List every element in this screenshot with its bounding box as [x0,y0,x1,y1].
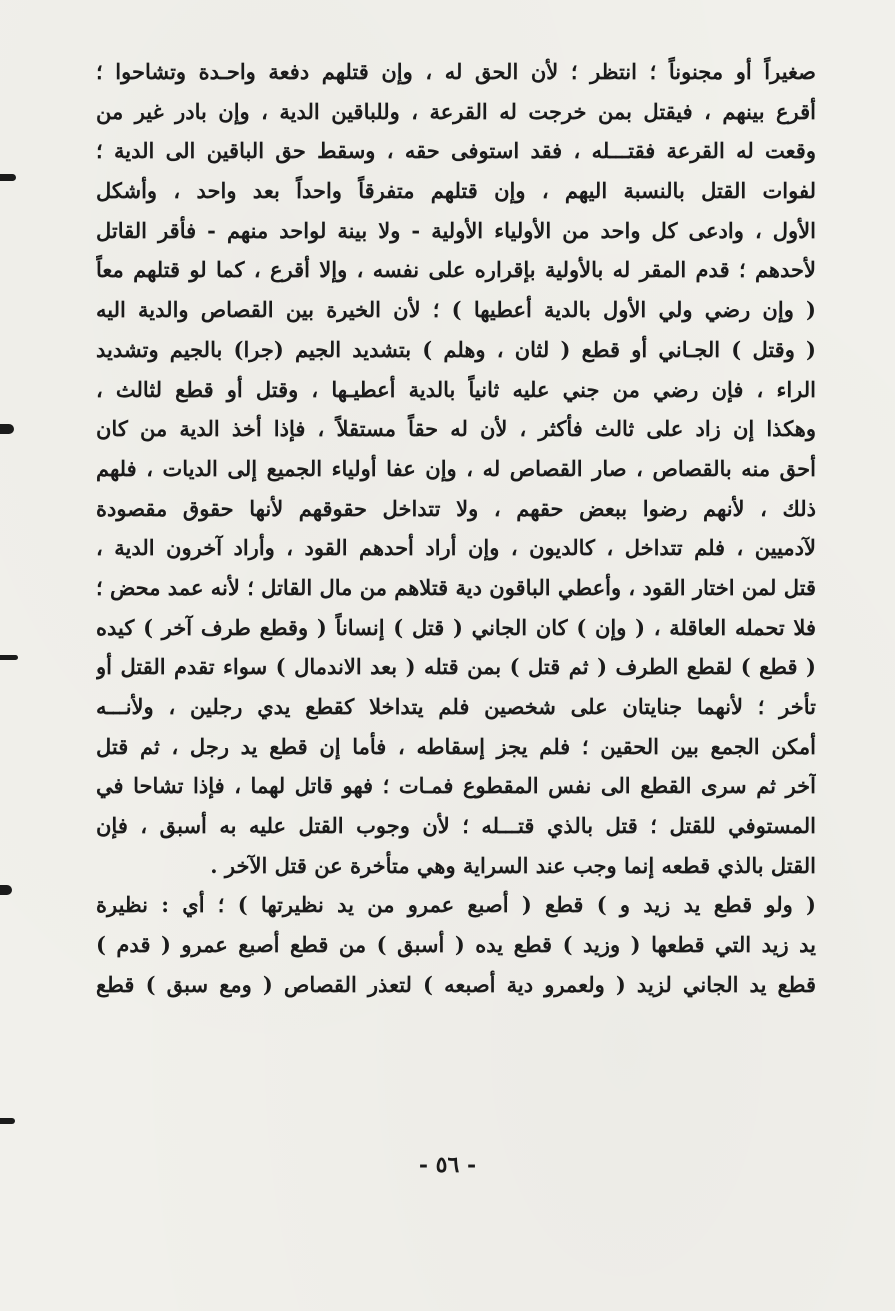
text-line-6: لأحدهم ؛ قدم المقر له بالأولية بإقراره على نفسه ، وإلا أقرع ، كما لو قتلهم معاً [96,257,816,283]
binding-hole-mark [0,424,14,434]
text-line-14: قتل لمن اختار القود ، وأعطي الباقون دية قتلاهم من مال القاتل ؛ لأنه عمد محض ؛ [96,574,816,600]
text-line-19: آخر ثم سرى القطع الى نفس المقطوع فمـات ؛ فهو قاتل لهما ، فإذا تشاحا في [96,773,816,799]
binding-hole-mark [0,1118,15,1124]
text-line-22: ( ولو قطع يد زيد و ) قطع ( أصبع عمرو من يد نظيرتها ) ؛ أي : نظيرة [96,892,816,918]
text-line-20: المستوفي للقتل ؛ قتل بالذي قتـــله ؛ لأن وجوب القتل عليه به أسبق ، فإن [96,813,816,839]
text-line-21: القتل بالذي قطعه إنما وجب عند السراية وهي متأخرة عن قتل الآخر . [210,852,816,878]
text-line-4: لفوات القتل بالنسبة اليهم ، وإن قتلهم متفرقاً واحداً بعد واحد ، وأشكل [96,178,816,204]
text-line-15: فلا تحمله العاقلة ، ( وإن ) كان الجاني ( قتل ) إنساناً ( وقطع طرف آخر ) كيده [96,614,816,640]
text-line-12: ذلك ، لأنهم رضوا ببعض حقهم ، ولا تتداخل حقوقهم لأنها حقوق مقصودة [96,495,816,521]
text-line-5: الأول ، وادعى كل واحد من الأولياء الأولية - ولا بينة لواحد منهم - فأقر القاتل [96,217,816,243]
text-line-18: أمكن الجمع بين الحقين ؛ فلم يجز إسقاطه ، فأما إن قطع يد رجل ، ثم قتل [96,733,816,759]
binding-hole-mark [0,174,16,181]
text-line-2: أقرع بينهم ، فيقتل بمن خرجت له القرعة ، وللباقين الدية ، وإن بادر غير من [96,98,816,124]
text-line-17: تأخر ؛ لأنهما جنايتان على شخصين فلم يتداخلا كقطع يدي رجلين ، ولأنـــه [96,694,816,719]
page-number: - ٥٦ - [418,1152,477,1178]
text-line-23: يد زيد التي قطعها ( وزيد ) قطع يده ( أسبق ) من قطع أصبع عمرو ( قدم ) [96,932,816,958]
text-line-16: ( قطع ) لقطع الطرف ( ثم قتل ) بمن قتله ( بعد الاندمال ) سواء تقدم القتل أو [96,654,816,680]
text-line-9: الراء ، فإن رضي من جني عليه ثانياً بالدية أعطيـها ، وقتل أو قطع لثالث ، [96,376,816,402]
text-line-1: صغيراً أو مجنوناً ؛ انتظر ؛ لأن الحق له ، وإن قتلهم دفعة واحـدة وتشاحوا ؛ [96,59,816,84]
page-text-body [96,52,816,1005]
text-line-8: ( وقتل ) الجـاني أو قطع ( لثان ، وهلم ) بتشديد الجيم (جرا) بالجيم وتشديد [96,336,816,362]
binding-hole-mark [0,885,12,895]
text-line-10: وهكذا إن زاد على ثالث فأكثر ، لأن له حقاً مستقلاً ، فإذا أخذ الدية من كان [96,416,816,442]
text-line-13: لآدميين ، فلم تتداخل ، كالديون ، وإن أراد أحدهم القود ، وأراد آخرون الدية ، [96,535,816,561]
text-line-24: قطع يد الجاني لزيد ( ولعمرو دية أصبعه ) لتعذر القصاص ( ومع سبق ) قطع [96,971,816,997]
text-line-11: أحق منه بالقصاص ، صار القصاص له ، وإن عفا أولياء الجميع إلى الديات ، فلهم [96,455,816,481]
text-line-3: وقعت له القرعة فقتـــله ، فقد استوفى حقه ، وسقط حق الباقين الى الدية ؛ [96,138,816,164]
binding-hole-mark [0,655,18,660]
text-line-7: ( وإن رضي ولي الأول بالدية أعطيها ) ؛ لأن الخيرة بين القصاص والدية اليه [96,297,816,323]
